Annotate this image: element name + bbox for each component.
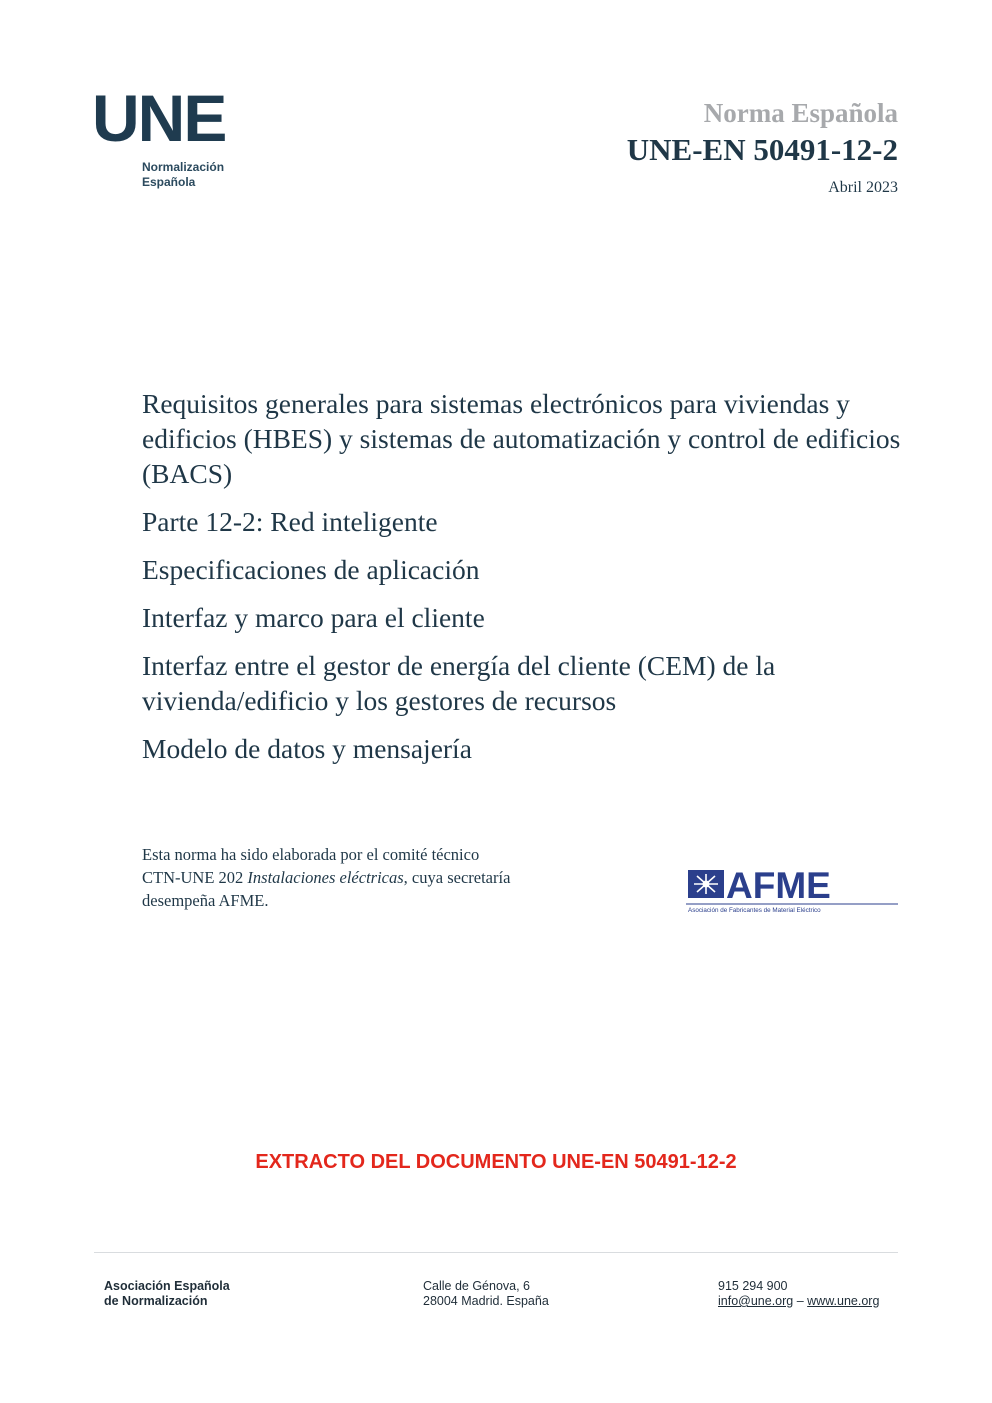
une-logo-wordmark: UNE bbox=[92, 81, 226, 155]
title-main: Requisitos generales para sistemas electrónicos para viviendas y edificios (HBES) y sistemas de automatización y control de edificios (BACS) bbox=[142, 388, 901, 489]
website-link[interactable]: www.une.org bbox=[807, 1294, 880, 1308]
afme-logo-tagline: Asociación de Fabricantes de Material Eléctrico bbox=[688, 907, 821, 914]
footer-divider bbox=[94, 1252, 898, 1253]
norma-code: UNE-EN 50491-12-2 bbox=[626, 132, 898, 167]
une-logo-subtitle-line2: Española bbox=[142, 175, 196, 189]
une-logo bbox=[92, 81, 242, 198]
title-subtitle-1: Especificaciones de aplicación bbox=[142, 554, 480, 585]
committee-line1: Esta norma ha sido elaborada por el comité técnico bbox=[142, 845, 480, 864]
footer-addr-line1: Calle de Génova, 6 bbox=[423, 1279, 531, 1293]
extract-notice: EXTRACTO DEL DOCUMENTO UNE-EN 50491-12-2 bbox=[255, 1151, 737, 1173]
document-title-block bbox=[142, 386, 902, 779]
committee-line2 bbox=[142, 866, 622, 889]
footer-org-line1: Asociación Española bbox=[104, 1279, 230, 1293]
title-subtitle-4: Modelo de datos y mensajería bbox=[142, 733, 472, 764]
document-header bbox=[627, 96, 898, 198]
committee-code: CTN-UNE 202 bbox=[142, 868, 248, 887]
title-subtitle-2: Interfaz y marco para el cliente bbox=[142, 602, 485, 633]
afme-logo-wordmark: AFME bbox=[726, 866, 831, 906]
footer-address bbox=[423, 1279, 549, 1309]
email-link[interactable]: info@une.org bbox=[718, 1294, 794, 1308]
title-part: Parte 12-2: Red inteligente bbox=[142, 506, 438, 537]
committee-line3: desempeña AFME. bbox=[142, 891, 269, 910]
committee-name: Instalaciones eléctricas bbox=[247, 868, 404, 887]
footer-link-separator: – bbox=[793, 1294, 808, 1308]
footer-phone: 915 294 900 bbox=[718, 1279, 788, 1293]
footer-org-line2: de Normalización bbox=[104, 1294, 208, 1308]
afme-logo-graphic bbox=[686, 866, 898, 914]
une-logo-subtitle-line1: Normalización bbox=[142, 160, 225, 174]
footer-links bbox=[718, 1294, 879, 1309]
publication-date: Abril 2023 bbox=[828, 179, 898, 196]
norma-label: Norma Española bbox=[703, 98, 898, 128]
afme-logo bbox=[686, 866, 898, 914]
committee-line2-suffix: , cuya secretaría bbox=[403, 868, 511, 887]
footer-addr-line2: 28004 Madrid. España bbox=[423, 1294, 549, 1308]
title-subtitle-3: Interfaz entre el gestor de energía del cliente (CEM) de la vivienda/edificio y los gestores de recursos bbox=[142, 650, 776, 716]
footer-organization bbox=[104, 1279, 230, 1309]
une-logo-subtitle bbox=[142, 160, 224, 190]
footer-contact bbox=[718, 1279, 879, 1309]
committee-statement bbox=[142, 843, 622, 912]
